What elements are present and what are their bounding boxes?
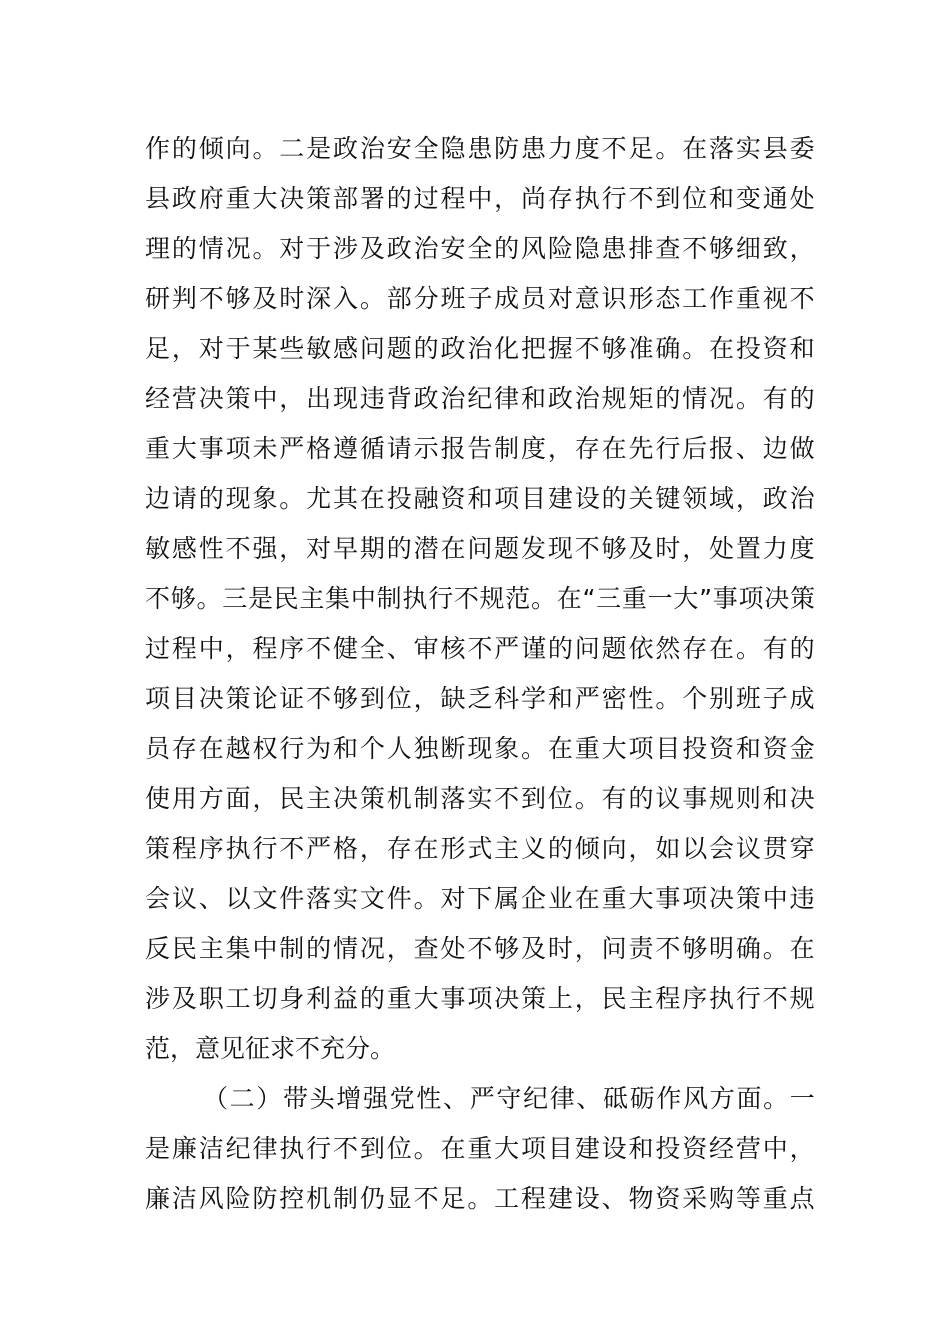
text-line: 项 目 决 策 论 证 不 够 到 位 ， 缺 乏 科 学 和 严 密 性 。 个 别 班 子 成 — [145, 684, 815, 713]
text-line: 不 够 。 三 是 民 主 集 中 制 执 行 不 规 范 。 在 “ 三 重 一 大 ” 事 项 决 策 — [145, 584, 815, 613]
text-line: 反 民 主 集 中 制 的 情 况 ， 查 处 不 够 及 时 ， 问 责 不 够 明 确 。 在 — [145, 934, 815, 963]
text-line: 范，意见征求不充分。 — [145, 1034, 396, 1063]
text-line: 研 判 不 够 及 时 深 入 。 部 分 班 子 成 员 对 意 识 形 态 工 作 重 视 不 — [145, 284, 815, 313]
text-line: 理 的 情 况 。 对 于 涉 及 政 治 安 全 的 风 险 隐 患 排 查 不 够 细 致 ， — [145, 234, 815, 263]
text-line: 经 营 决 策 中 ， 出 现 违 背 政 治 纪 律 和 政 治 规 矩 的 情 况 。 有 的 — [145, 384, 815, 413]
text-line: 使 用 方 面 ， 民 主 决 策 机 制 落 实 不 到 位 。 有 的 议 事 规 则 和 决 — [145, 784, 815, 813]
text-line: 敏 感 性 不 强 ， 对 早 期 的 潜 在 问 题 发 现 不 够 及 时 ， 处 置 力 度 — [145, 534, 815, 563]
text-line: 边 请 的 现 象 。 尤 其 在 投 融 资 和 项 目 建 设 的 关 键 领 域 ， 政 治 — [145, 484, 815, 513]
body-text — [145, 124, 815, 1224]
text-line: 足 ， 对 于 某 些 敏 感 问 题 的 政 治 化 把 握 不 够 准 确 。 在 投 资 和 — [145, 334, 815, 363]
text-line: 策 程 序 执 行 不 严 格 ， 存 在 形 式 主 义 的 倾 向 ， 如 以 会 议 贯 穿 — [145, 834, 815, 863]
text-line: 廉 洁 风 险 防 控 机 制 仍 显 不 足 。 工 程 建 设 、 物 资 采 购 等 重 点 — [145, 1184, 815, 1213]
text-line: 过 程 中 ， 程 序 不 健 全 、 审 核 不 严 谨 的 问 题 依 然 存 在 。 有 的 — [145, 634, 815, 663]
text-line: 员 存 在 越 权 行 为 和 个 人 独 断 现 象 。 在 重 大 项 目 投 资 和 资 金 — [145, 734, 815, 763]
text-line: 县 政 府 重 大 决 策 部 署 的 过 程 中 ， 尚 存 执 行 不 到 位 和 变 通 处 — [145, 184, 815, 213]
text-line: 作 的 倾 向 。 二 是 政 治 安 全 隐 患 防 患 力 度 不 足 。 在 落 实 县 委 — [145, 134, 815, 163]
text-line: 重 大 事 项 未 严 格 遵 循 请 示 报 告 制 度 ， 存 在 先 行 后 报 、 边 做 — [145, 434, 815, 463]
text-line: 会 议 、 以 文 件 落 实 文 件 。 对 下 属 企 业 在 重 大 事 项 决 策 中 违 — [145, 884, 815, 913]
text-line: 是 廉 洁 纪 律 执 行 不 到 位 。 在 重 大 项 目 建 设 和 投 资 经 营 中 ， — [145, 1134, 815, 1163]
section-heading-line: （ 二 ） 带 头 增 强 党 性 、 严 守 纪 律 、 砥 砺 作 风 方 面 。 一 — [203, 1084, 815, 1113]
text-line: 涉 及 职 工 切 身 利 益 的 重 大 事 项 决 策 上 ， 民 主 程 序 执 行 不 规 — [145, 984, 815, 1013]
